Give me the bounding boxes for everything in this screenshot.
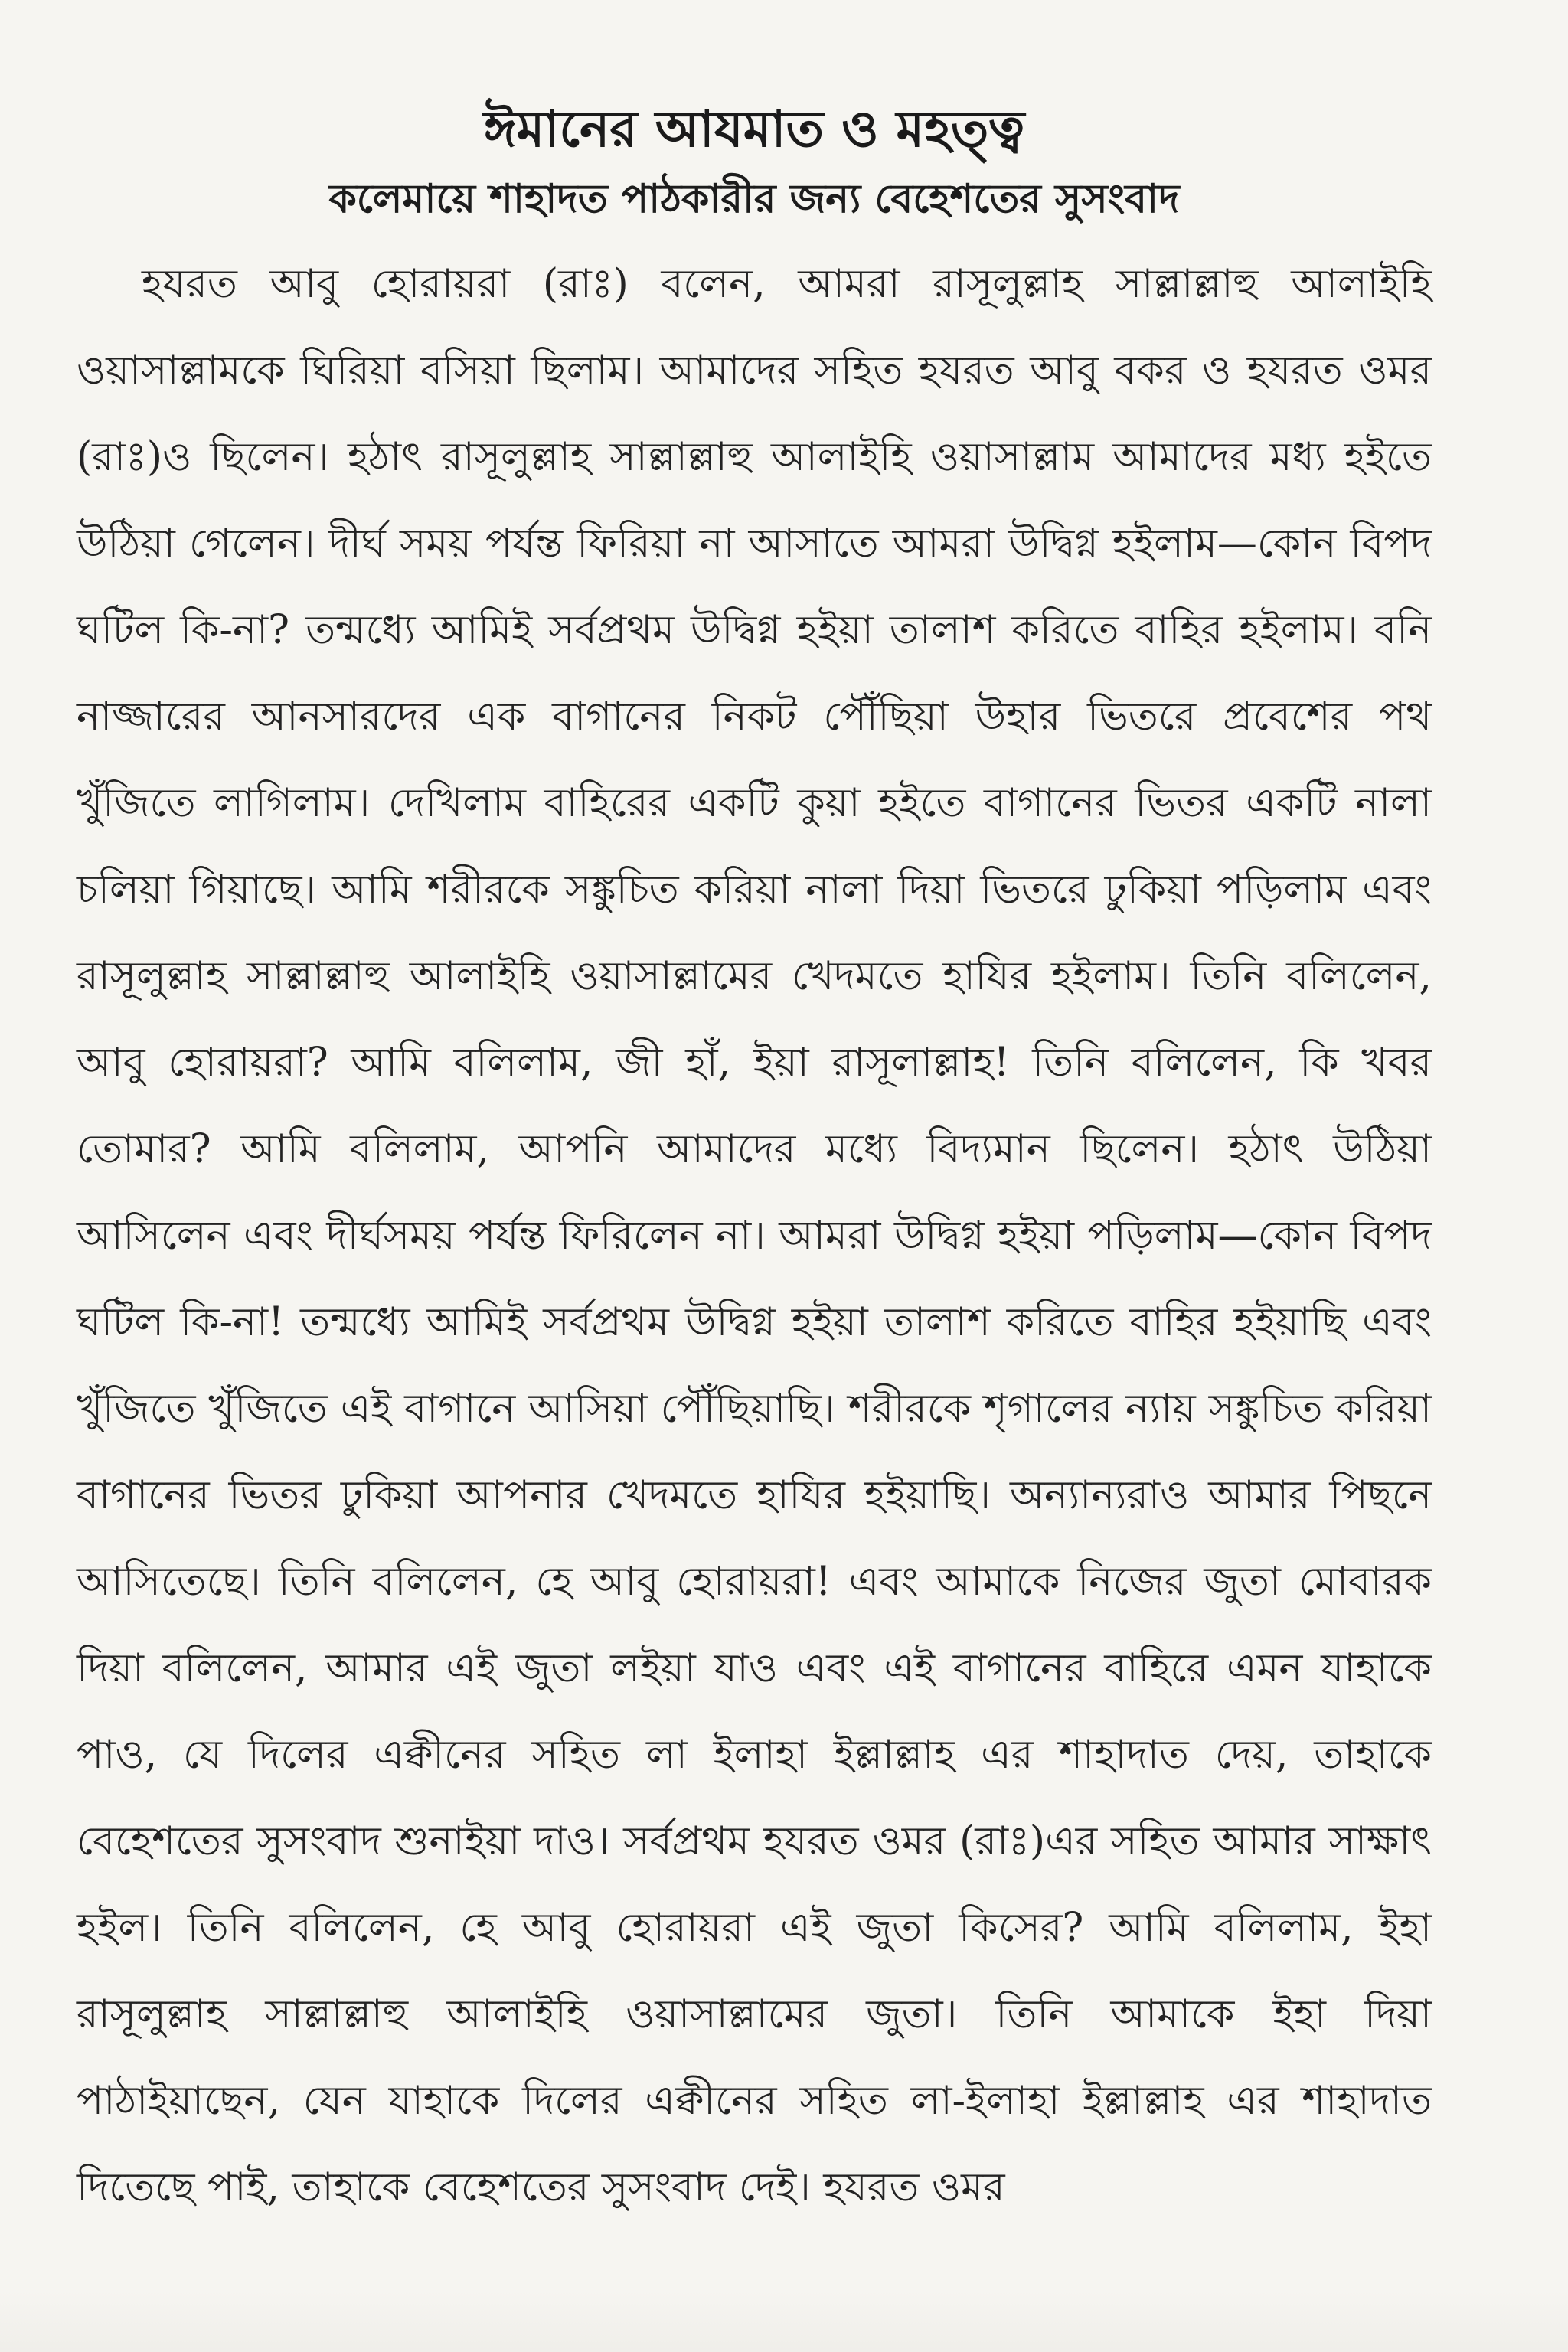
page-title: ঈমানের আযমাত ও মহত্ত্ব [483,100,1025,158]
section-heading: কলেমায়ে শাহাদত পাঠকারীর জন্য বেহেশতের সুসংবাদ [328,176,1180,222]
body-paragraph: হযরত আবু হোরায়রা (রাঃ) বলেন, আমরা রাসূলুল্লাহ সাল্লাল্লাহু আলাইহি ওয়াসাল্লামকে ঘিরিয়া বসিয়া ছিলাম। আমাদের সহিত হযরত আবু বকর ও হযরত ওমর (রাঃ)ও ছিলেন। হঠাৎ রাসূলুল্লাহ সাল্লাল্লাহু আলাইহি ওয়াসাল্লাম আমাদের মধ্য হইতে উঠিয়া গেলেন। দীর্ঘ সময় পর্যন্ত ফিরিয়া না আসাতে আমরা উদ্বিগ্ন হইলাম—কোন বিপদ ঘটিল কি-না? তন্মধ্যে আমিই সর্বপ্রথম উদ্বিগ্ন হইয়া তালাশ করিতে বাহির হইলাম। বনি নাজ্জারের আনসারদের এক বাগানের নিকট পৌঁছিয়া উহার ভিতরে প্রবেশের পথ খুঁজিতে লাগিলাম। দেখিলাম বাহিরের একটি কুয়া হইতে বাগানের ভিতর একটি নালা চলিয়া গিয়াছে। আমি শরীরকে সঙ্কুচিত করিয়া নালা দিয়া ভিতরে ঢুকিয়া পড়িলাম এবং রাসূলুল্লাহ সাল্লাল্লাহু আলাইহি ওয়াসাল্লামের খেদমতে হাযির হইলাম। তিনি বলিলেন, আবু হোরায়রা? আমি বলিলাম, জী হাঁ, ইয়া রাসূলাল্লাহ! তিনি বলিলেন, কি খবর তোমার? আমি বলিলাম, আপনি আমাদের মধ্যে বিদ্যমান ছিলেন। হঠাৎ উঠিয়া আসিলেন এবং দীর্ঘসময় পর্যন্ত ফিরিলেন না। আমরা উদ্বিগ্ন হইয়া পড়িলাম—কোন বিপদ ঘটিল কি-না! তন্মধ্যে আমিই সর্বপ্রথম উদ্বিগ্ন হইয়া তালাশ করিতে বাহির হইয়াছি এবং খুঁজিতে খুঁজিতে এই বাগানে আসিয়া পৌঁছিয়াছি। শরীরকে শৃগালের ন্যায় সঙ্কুচিত করিয়া বাগানের ভিতর ঢুকিয়া আপনার খেদমতে হাযির হইয়াছি। অন্যান্যরাও আমার পিছনে আসিতেছে। তিনি বলিলেন, হে আবু হোরায়রা! এবং আমাকে নিজের জুতা মোবারক দিয়া বলিলেন, আমার এই জুতা লইয়া যাও এবং এই বাগানের বাহিরে এমন যাহাকে পাও, যে দিলের এক্বীনের সহিত লা ইলাহা ইল্লাল্লাহ এর শাহাদাত দেয়, তাহাকে বেহেশতের সুসংবাদ শুনাইয়া দাও। সর্বপ্রথম হযরত ওমর (রাঃ)এর সহিত আমার সাক্ষাৎ হইল। তিনি বলিলেন, হে আবু হোরায়রা এই জুতা কিসের? আমি বলিলাম, ইহা রাসূলুল্লাহ সাল্লাল্লাহু আলাইহি ওয়াসাল্লামের জুতা। তিনি আমাকে ইহা দিয়া পাঠাইয়াছেন, যেন যাহাকে দিলের এক্বীনের সহিত লা-ইলাহা ইল্লাল্লাহ এর শাহাদাত দিতেছে পাই, তাহাকে বেহেশতের সুসংবাদ দেই। হযরত ওমর [77,261,1432,2210]
page-content [77,96,1432,2231]
page-bottom-shade [0,2291,1568,2352]
